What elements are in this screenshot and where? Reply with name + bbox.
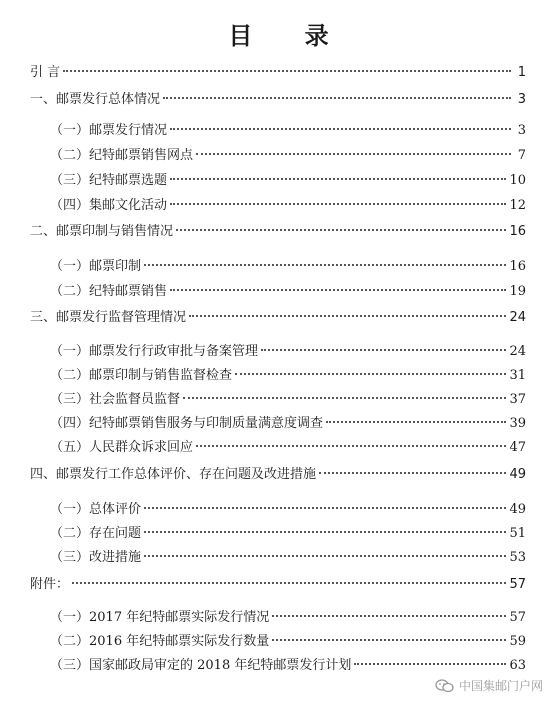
- toc-entry-page: 24: [509, 344, 526, 359]
- dot-leader: [170, 178, 506, 180]
- toc-entry-page: 7: [517, 148, 526, 163]
- toc-entry: [50, 343, 526, 361]
- toc-entry-page: 1: [517, 65, 526, 80]
- dot-leader: [196, 445, 506, 447]
- toc-entry-page: 3: [517, 123, 526, 138]
- toc-entry-page: 47: [509, 440, 526, 455]
- dot-leader: [144, 531, 506, 533]
- toc-entry-page: 39: [509, 416, 526, 431]
- toc-entry: [30, 64, 526, 82]
- toc-entry-label: （一）总体评价: [50, 502, 142, 517]
- toc-entry: [50, 197, 526, 215]
- dot-leader: [63, 70, 511, 72]
- toc-entry: [50, 501, 526, 519]
- toc-entry-label: （二）存在问题: [50, 526, 142, 541]
- toc-entry-label: （三）国家邮政局审定的 2018 年纪特邮票发行计划: [50, 658, 352, 673]
- toc-entry-label: （一）2017 年纪特邮票实际发行情况: [50, 610, 270, 625]
- dot-leader: [163, 97, 511, 99]
- toc-entry-label: （二）2016 年纪特邮票实际发行数量: [50, 634, 270, 649]
- toc-entry: [50, 549, 526, 567]
- toc-entry: [50, 415, 526, 433]
- toc-entry-page: 51: [509, 526, 526, 541]
- dot-leader: [354, 663, 506, 665]
- toc-entry-label: （二）纪特邮票销售网点: [50, 148, 194, 163]
- dot-leader: [183, 397, 506, 399]
- toc-entry: [30, 223, 526, 241]
- watermark: [435, 677, 543, 694]
- toc-entry-label: （四）集邮文化活动: [50, 198, 168, 213]
- dot-leader: [189, 315, 506, 317]
- toc-entry-label: （二）邮票印制与销售监督检查: [50, 368, 233, 383]
- dot-leader: [176, 229, 506, 231]
- toc-entry: [30, 466, 526, 484]
- toc-entry-label: 附件：: [30, 577, 70, 592]
- dot-leader: [235, 373, 506, 375]
- dot-leader: [170, 128, 511, 130]
- toc-entry: [30, 309, 526, 327]
- toc-entry-label: （三）改进措施: [50, 550, 142, 565]
- toc-entry-label: （一）邮票印制: [50, 259, 142, 274]
- toc-entry: [30, 576, 526, 594]
- dot-leader: [261, 349, 506, 351]
- toc-entry-page: 10: [509, 173, 526, 188]
- toc-entry-page: 57: [509, 577, 526, 592]
- toc-entry-label: （四）纪特邮票销售服务与印制质量满意度调查: [50, 416, 324, 431]
- toc-entry-page: 59: [509, 634, 526, 649]
- toc-entry-page: 3: [517, 92, 526, 107]
- dot-leader: [326, 421, 506, 423]
- toc-entry-page: 49: [509, 502, 526, 517]
- dot-leader: [272, 615, 506, 617]
- toc-entry-page: 49: [509, 467, 526, 482]
- wechat-icon: [435, 679, 455, 693]
- toc-entry: [50, 391, 526, 409]
- toc-entry-page: 19: [509, 284, 526, 299]
- toc-entry-label: （一）邮票发行行政审批与备案管理: [50, 344, 259, 359]
- toc-entry: [50, 633, 526, 651]
- toc-entry: [50, 122, 526, 140]
- toc-entry: [50, 367, 526, 385]
- toc-entry-label: （五）人民群众诉求回应: [50, 440, 194, 455]
- page-title: 目 录: [228, 22, 351, 50]
- toc-entry-page: 57: [509, 610, 526, 625]
- toc-entry: [50, 283, 526, 301]
- toc-entry: [50, 172, 526, 190]
- toc-entry-label: （三）纪特邮票选题: [50, 173, 168, 188]
- toc-entry-label: 一、邮票发行总体情况: [30, 92, 161, 107]
- toc-entry-page: 37: [509, 392, 526, 407]
- dot-leader: [272, 639, 506, 641]
- toc-entry: [50, 609, 526, 627]
- dot-leader: [170, 289, 506, 291]
- toc-entry-label: 三、邮票发行监督管理情况: [30, 310, 187, 325]
- toc-entry-page: 24: [509, 310, 526, 325]
- toc-entry-label: 引 言: [30, 65, 61, 80]
- toc-entry-page: 16: [509, 224, 526, 239]
- dot-leader: [144, 507, 506, 509]
- toc-entry: [50, 525, 526, 543]
- dot-leader: [170, 203, 506, 205]
- toc-entry: [50, 439, 526, 457]
- toc-entry: [50, 258, 526, 276]
- dot-leader: [144, 555, 506, 557]
- dot-leader: [319, 472, 506, 474]
- dot-leader: [196, 153, 511, 155]
- watermark-text: 中国集邮门户网: [458, 679, 543, 693]
- toc-entry-label: 二、邮票印制与销售情况: [30, 224, 174, 239]
- toc-entry-page: 31: [509, 368, 526, 383]
- toc-entry-label: （三）社会监督员监督: [50, 392, 181, 407]
- dot-leader: [72, 582, 506, 584]
- toc-entry-label: （一）邮票发行情况: [50, 123, 168, 138]
- toc-entry-label: （二）纪特邮票销售: [50, 284, 168, 299]
- toc-entry-page: 53: [509, 550, 526, 565]
- toc-entry-label: 四、邮票发行工作总体评价、存在问题及改进措施: [30, 467, 317, 482]
- toc-entry-page: 63: [509, 658, 526, 673]
- toc-entry: [30, 91, 526, 109]
- toc-entry: [50, 657, 526, 675]
- toc-entry: [50, 147, 526, 165]
- toc-entry-page: 12: [509, 198, 526, 213]
- toc-entry-page: 16: [509, 259, 526, 274]
- dot-leader: [144, 264, 506, 266]
